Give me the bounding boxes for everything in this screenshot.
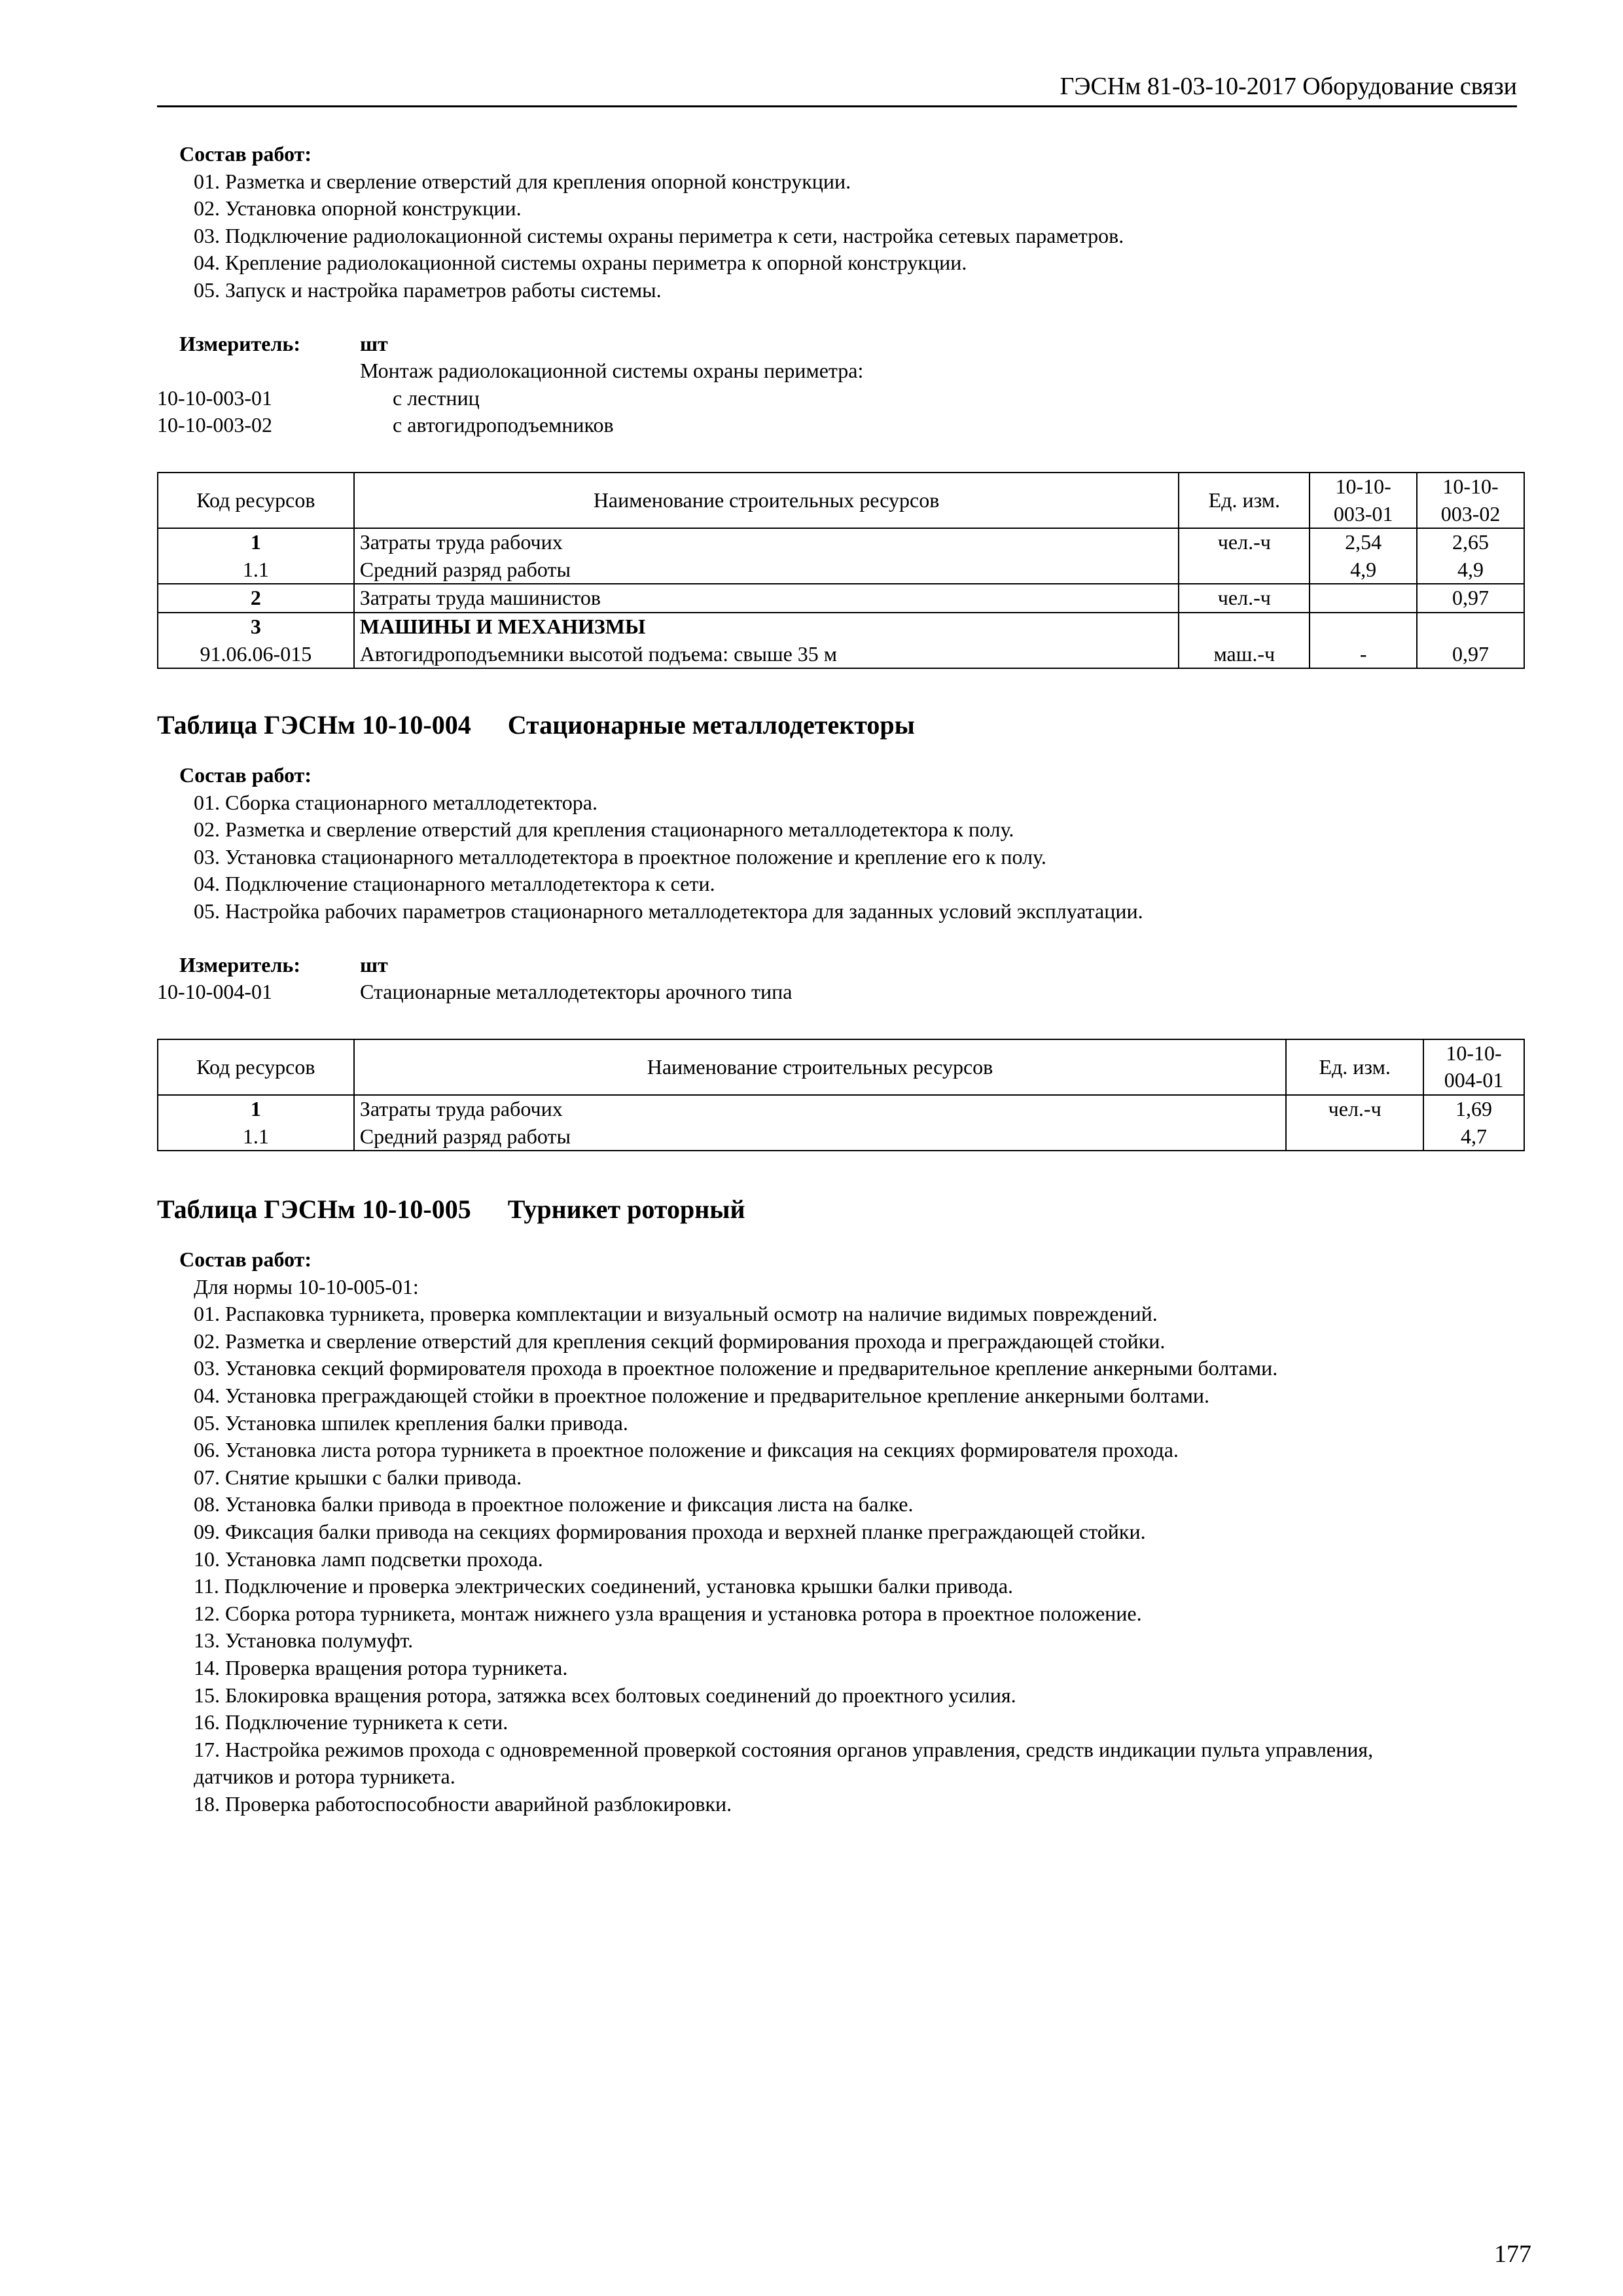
work-heading: Состав работ: <box>179 142 312 166</box>
work-item: 05. Установка шпилек крепления балки привода. <box>194 1410 628 1435</box>
work-list <box>194 1274 1529 1818</box>
work-item: 04. Установка преграждающей стойки в проектное положение и предварительное крепление анкерными болтами. <box>194 1383 1210 1407</box>
work-item: 16. Подключение турникета к сети. <box>194 1710 508 1734</box>
table-title: Таблица ГЭСНм 10-10-004 Стационарные металлодетекторы <box>157 710 915 740</box>
measure-unit: шт <box>360 952 388 977</box>
work-item: 11. Подключение и проверка электрических соединений, установка крышки балки привода. <box>194 1574 1014 1598</box>
table-row: 2 Затраты труда машинистов чел.-ч 0,97 <box>158 584 1524 613</box>
table-header <box>158 473 1524 528</box>
work-item: 15. Блокировка вращения ротора, затяжка всех болтовых соединений до проектного усилия. <box>194 1683 1016 1707</box>
header-unit: Ед. изм. <box>1286 1039 1423 1095</box>
work-item: 10. Установка ламп подсветки прохода. <box>194 1547 543 1571</box>
table-row: 1.1 Средний разряд работы 4,7 <box>158 1123 1524 1151</box>
norm-code: 10-10-004-01 <box>157 980 272 1004</box>
table-title: Таблица ГЭСНм 10-10-005 Турникет роторный <box>157 1194 745 1224</box>
work-list <box>194 168 1531 304</box>
table-row: 1 Затраты труда рабочих чел.-ч 1,69 <box>158 1095 1524 1123</box>
header-norm-2: 10-10- 003-02 <box>1417 473 1524 528</box>
work-item: 01. Сборка стационарного металлодетектора. <box>194 790 597 814</box>
work-item: 12. Сборка ротора турникета, монтаж нижнего узла вращения и установка ротора в проектное положение. <box>194 1601 1142 1625</box>
header-norm-1: 10-10- 004-01 <box>1423 1039 1524 1095</box>
measure-label: Измеритель: <box>179 331 300 355</box>
work-item: 14. Проверка вращения ротора турникета. <box>194 1655 568 1679</box>
section-10-10-005 <box>157 1193 1531 1818</box>
work-item: 07. Снятие крышки с балки привода. <box>194 1465 522 1489</box>
work-item: 04. Крепление радиолокационной системы охраны периметра к опорной конструкции. <box>194 251 967 275</box>
section-10-10-004 <box>157 708 1531 1151</box>
resource-table <box>157 472 1525 669</box>
work-heading: Состав работ: <box>179 1247 312 1271</box>
work-item: 02. Установка опорной конструкции. <box>194 196 522 221</box>
work-item: 17. Настройка режимов прохода с одновременной проверкой состояния органов управления, средств индикации пульта управления, датчиков и ротора турникета. <box>194 1737 1374 1789</box>
work-heading: Состав работ: <box>179 763 312 787</box>
work-item: 06. Установка листа ротора турникета в проектное положение и фиксация на секциях формирователя прохода. <box>194 1438 1179 1462</box>
norm-line: Для нормы 10-10-005-01: <box>194 1274 419 1299</box>
work-item: 08. Установка балки привода в проектное положение и фиксация листа на балке. <box>194 1492 914 1516</box>
work-item: 02. Разметка и сверление отверстий для крепления стационарного металлодетектора к полу. <box>194 817 1014 842</box>
table-header <box>158 1039 1524 1095</box>
running-header: ГЭСНм 81-03-10-2017 Оборудование связи <box>157 71 1517 107</box>
work-item: 02. Разметка и сверление отверстий для крепления секций формирования прохода и преграждающей стойки. <box>194 1329 1166 1353</box>
work-item: 05. Настройка рабочих параметров стационарного металлодетектора для заданных условий эксплуатации. <box>194 899 1143 923</box>
work-item: 05. Запуск и настройка параметров работы системы. <box>194 278 662 302</box>
header-code: Код ресурсов <box>158 1039 354 1095</box>
header-unit: Ед. изм. <box>1179 473 1310 528</box>
norm-text: с лестниц <box>393 386 480 410</box>
measure-description: Монтаж радиолокационной системы охраны периметра: <box>360 359 864 383</box>
resource-table <box>157 1039 1525 1151</box>
work-item: 03. Подключение радиолокационной системы охраны периметра к сети, настройка сетевых параметров. <box>194 223 1124 247</box>
work-item: 03. Установка стационарного металлодетектора в проектное положение и крепление его к полу. <box>194 844 1046 869</box>
work-item: 18. Проверка работоспособности аварийной разблокировки. <box>194 1791 732 1816</box>
work-item: 01. Разметка и сверление отверстий для крепления опорной конструкции. <box>194 169 851 193</box>
norm-code: 10-10-003-01 <box>157 386 272 410</box>
norm-code: 10-10-003-02 <box>157 413 272 437</box>
work-list <box>194 789 1531 925</box>
measure-unit: шт <box>360 331 388 355</box>
work-item: 01. Распаковка турникета, проверка комплектации и визуальный осмотр на наличие видимых повреждений. <box>194 1302 1158 1326</box>
page-number: 177 <box>1494 2240 1531 2268</box>
work-item: 09. Фиксация балки привода на секциях формирования прохода и верхней планке преграждающей стойки. <box>194 1519 1146 1543</box>
work-item: 04. Подключение стационарного металлодетектора к сети. <box>194 872 715 896</box>
header-code: Код ресурсов <box>158 473 354 528</box>
work-item: 03. Установка секций формирователя прохода в проектное положение и предварительное крепление анкерными болтами. <box>194 1356 1278 1380</box>
norm-text: с автогидроподъемников <box>393 413 614 437</box>
table-row: 1 Затраты труда рабочих чел.-ч 2,54 2,65 <box>158 528 1524 556</box>
table-row: 3 МАШИНЫ И МЕХАНИЗМЫ <box>158 613 1524 641</box>
header-name: Наименование строительных ресурсов <box>354 473 1179 528</box>
table-row: 1.1 Средний разряд работы 4,9 4,9 <box>158 556 1524 584</box>
work-item: 13. Установка полумуфт. <box>194 1628 414 1653</box>
header-name: Наименование строительных ресурсов <box>354 1039 1286 1095</box>
measure-label: Измеритель: <box>179 952 300 977</box>
section-10-10-003 <box>157 141 1531 669</box>
table-row: 91.06.06-015 Автогидроподъемники высотой подъема: свыше 35 м маш.-ч - 0,97 <box>158 641 1524 669</box>
norm-text: Стационарные металлодетекторы арочного типа <box>360 980 793 1004</box>
header-norm-1: 10-10- 003-01 <box>1310 473 1417 528</box>
